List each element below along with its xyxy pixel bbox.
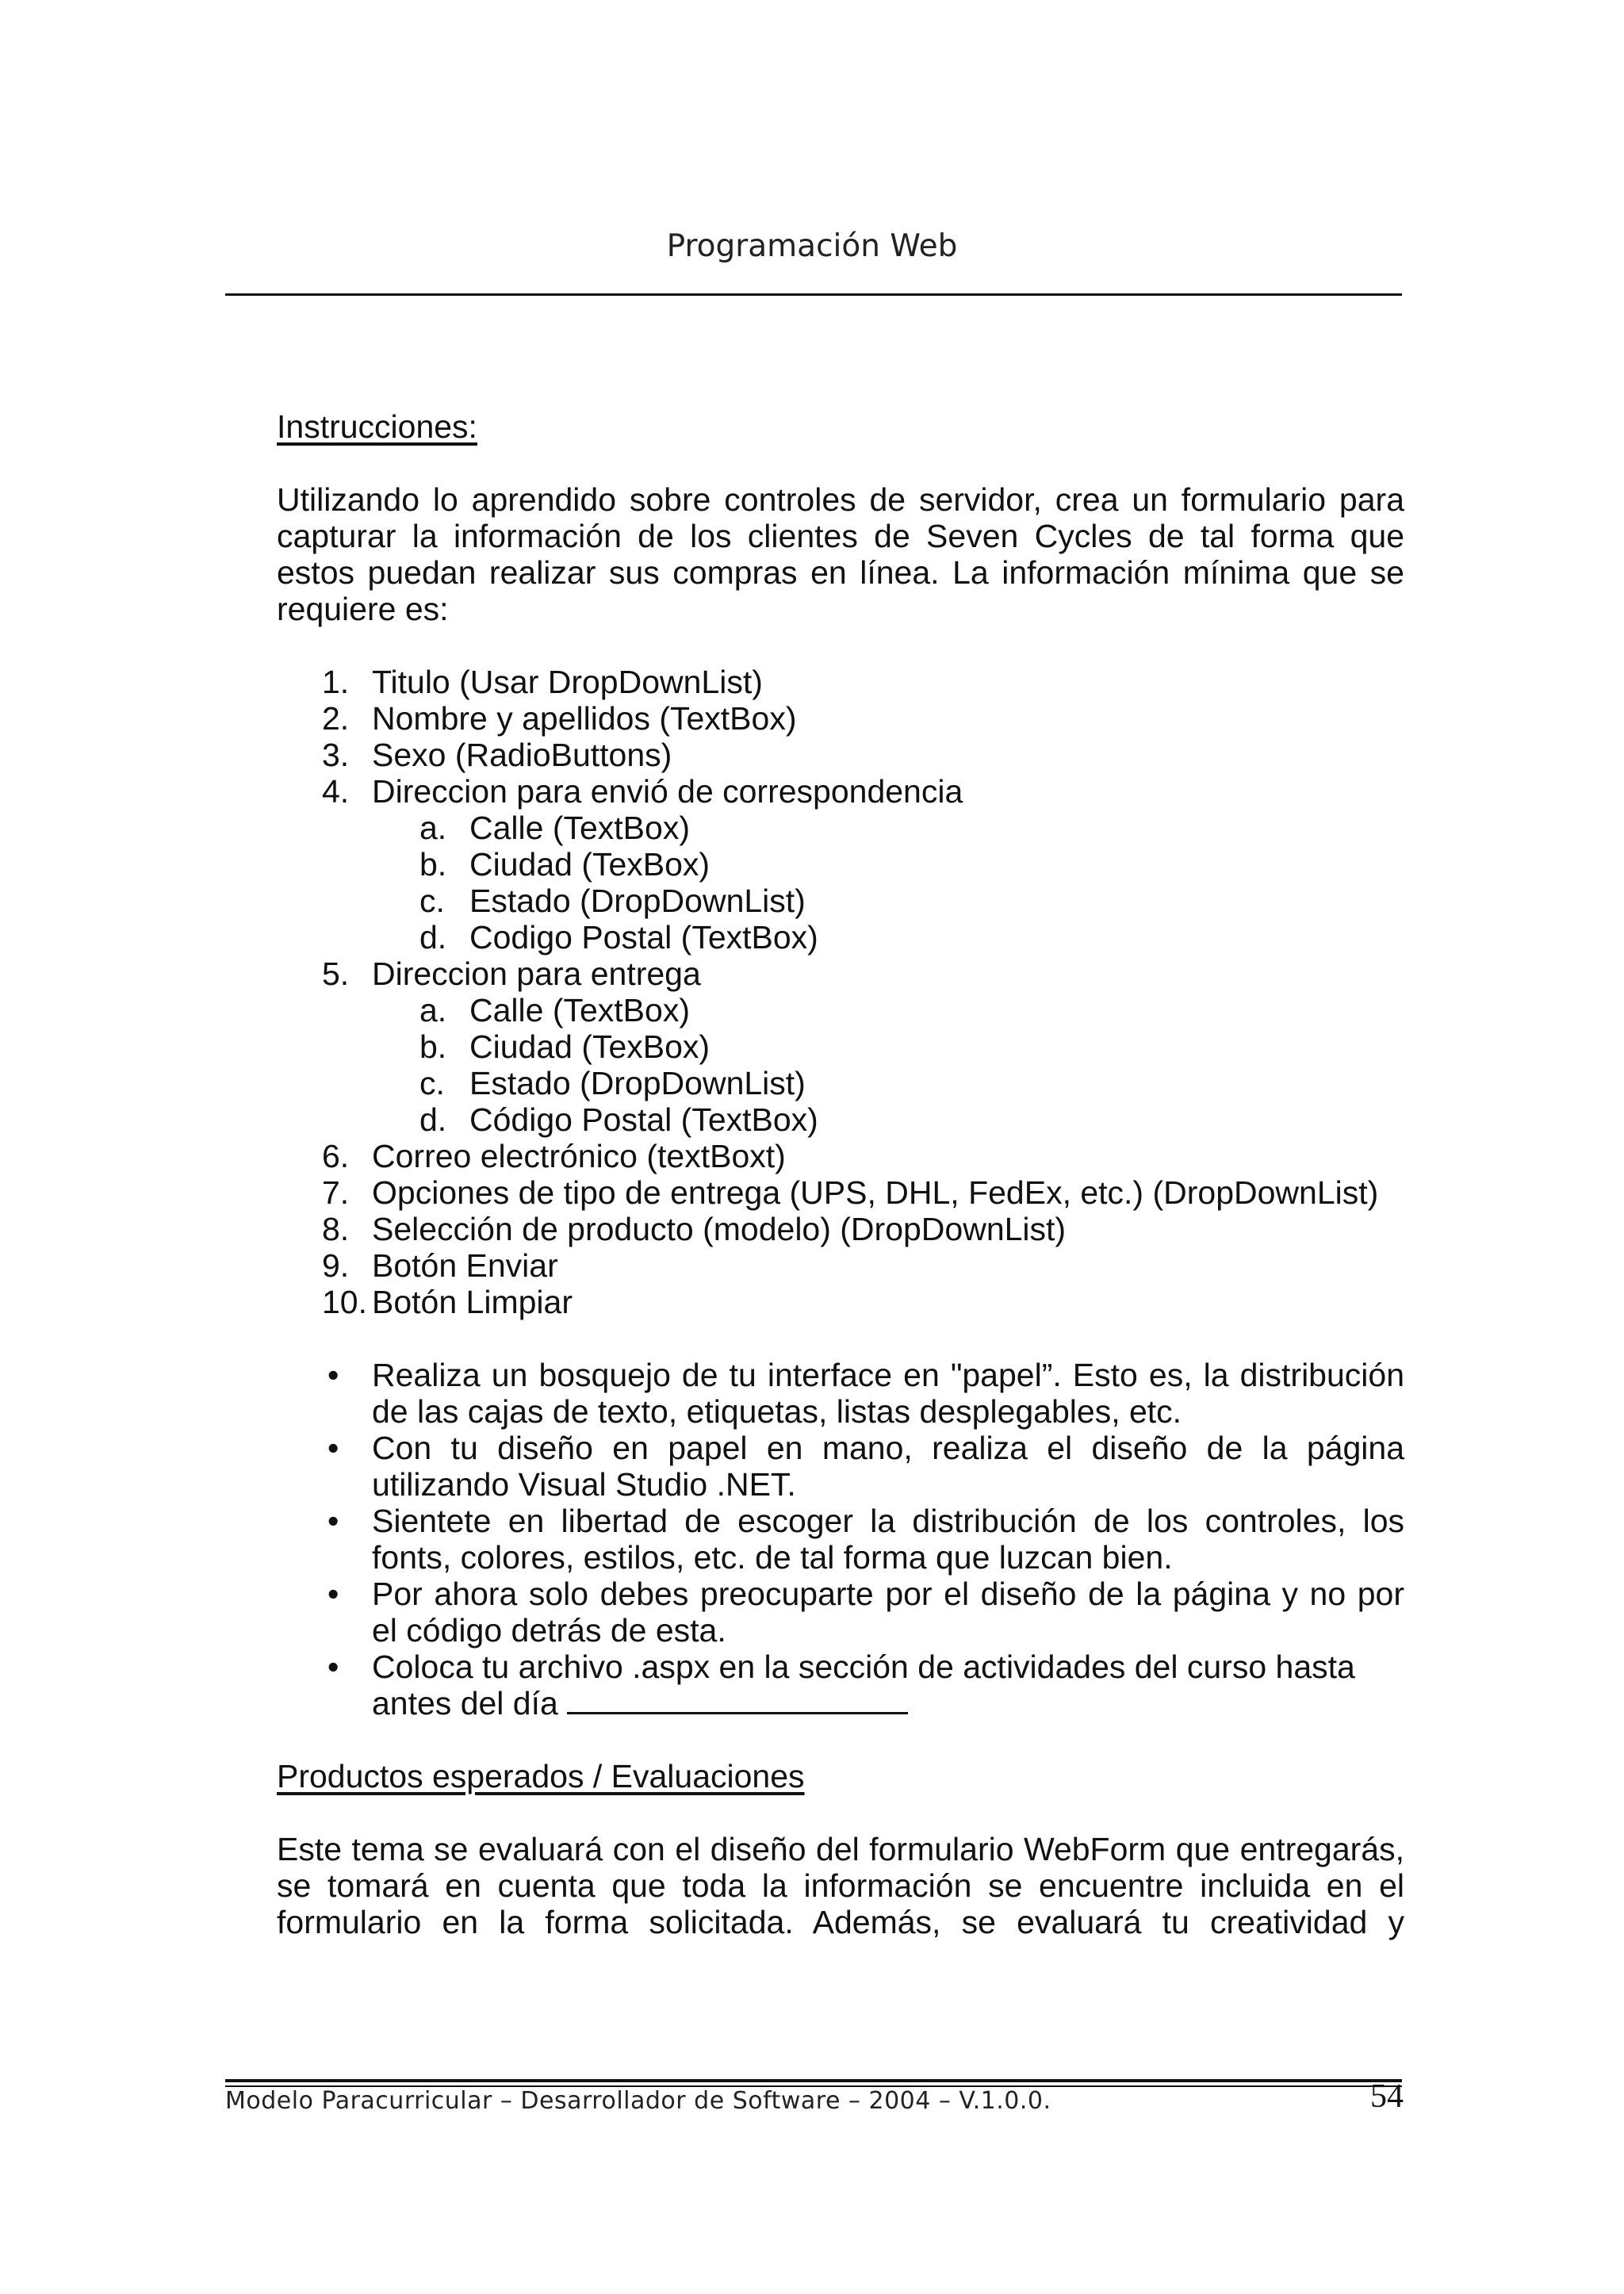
sublist-item: d. Codigo Postal (TextBox) xyxy=(419,919,818,956)
sublist-item: c. Estado (DropDownList) xyxy=(419,1065,806,1101)
requirements-list xyxy=(277,664,1404,810)
bullet-item: • Sientete en libertad de escoger la distribución de los controles, los fonts, colores, estilos, etc. de tal forma que luzcan bien. xyxy=(327,1503,1404,1576)
page-number: 54 xyxy=(1370,2078,1404,2115)
bullet-item: • Con tu diseño en papel en mano, realiza el diseño de la página utilizando Visual Studio .NET. xyxy=(327,1430,1404,1503)
requirements-list-cont xyxy=(277,956,1404,992)
requirements-list-end xyxy=(277,1138,1404,1320)
list-item: 4. Direccion para envió de correspondencia xyxy=(322,773,963,810)
bullet-item: • Coloca tu archivo .aspx en la sección de actividades del curso hasta antes del día xyxy=(327,1649,1355,1721)
instructions-heading: Instrucciones: xyxy=(277,408,477,445)
document-body xyxy=(277,408,1404,1940)
sublist-delivery xyxy=(277,992,1404,1138)
products-heading: Productos esperados / Evaluaciones xyxy=(277,1758,805,1794)
list-item: 1. Titulo (Usar DropDownList) xyxy=(322,664,763,700)
header-divider xyxy=(225,293,1402,296)
bullet-icon: • xyxy=(327,1649,339,1685)
page-header-title: Programación Web xyxy=(666,228,958,264)
list-item: 8. Selección de producto (modelo) (DropDownList) xyxy=(322,1211,1067,1247)
bullet-icon: • xyxy=(327,1576,339,1612)
sublist-item: c. Estado (DropDownList) xyxy=(419,883,806,919)
tips-bullet-list xyxy=(277,1357,1404,1721)
list-item: 7. Opciones de tipo de entrega (UPS, DHL, FedEx, etc.) (DropDownList) xyxy=(322,1174,1379,1211)
sublist-item: a. Calle (TextBox) xyxy=(419,992,690,1028)
instructions-intro: Utilizando lo aprendido sobre controles de servidor, crea un formulario para capturar la información de los clientes de Seven Cycles de tal forma que estos puedan realizar sus compras en línea. La información mínima que se requiere es: xyxy=(277,481,1404,627)
bullet-item: • Realiza un bosquejo de tu interface en "papel”. Esto es, la distribución de las cajas de texto, etiquetas, listas desplegables, etc. xyxy=(327,1357,1404,1430)
sublist-item: b. Ciudad (TexBox) xyxy=(419,1028,710,1065)
list-item: 10. Botón Limpiar xyxy=(322,1284,573,1320)
sublist-item: b. Ciudad (TexBox) xyxy=(419,846,710,883)
bullet-item: • Por ahora solo debes preocuparte por el diseño de la página y no por el código detrás de esta. xyxy=(327,1576,1404,1649)
date-blank-line xyxy=(567,1685,908,1714)
footer-divider xyxy=(225,2079,1402,2082)
list-item: 5. Direccion para entrega xyxy=(322,956,701,992)
bullet-icon: • xyxy=(327,1430,339,1466)
bullet-icon: • xyxy=(327,1357,339,1393)
sublist-item: d. Código Postal (TextBox) xyxy=(419,1101,818,1138)
footer-text: Modelo Paracurricular – Desarrollador de Software – 2004 – V.1.0.0. xyxy=(225,2087,1051,2115)
list-item: 2. Nombre y apellidos (TextBox) xyxy=(322,700,797,737)
list-item: 9. Botón Enviar xyxy=(322,1247,558,1284)
list-item: 6. Correo electrónico (textBoxt) xyxy=(322,1138,786,1174)
sublist-correspondence xyxy=(277,810,1404,956)
products-text: Este tema se evaluará con el diseño del formulario WebForm que entregarás, se tomará en cuenta que toda la información se encuentre incluida en el formulario en la forma solicitada. Además, se evaluará tu creatividad y xyxy=(277,1831,1404,1940)
list-item: 3. Sexo (RadioButtons) xyxy=(322,737,672,773)
bullet-icon: • xyxy=(327,1503,339,1539)
sublist-item: a. Calle (TextBox) xyxy=(419,810,690,846)
